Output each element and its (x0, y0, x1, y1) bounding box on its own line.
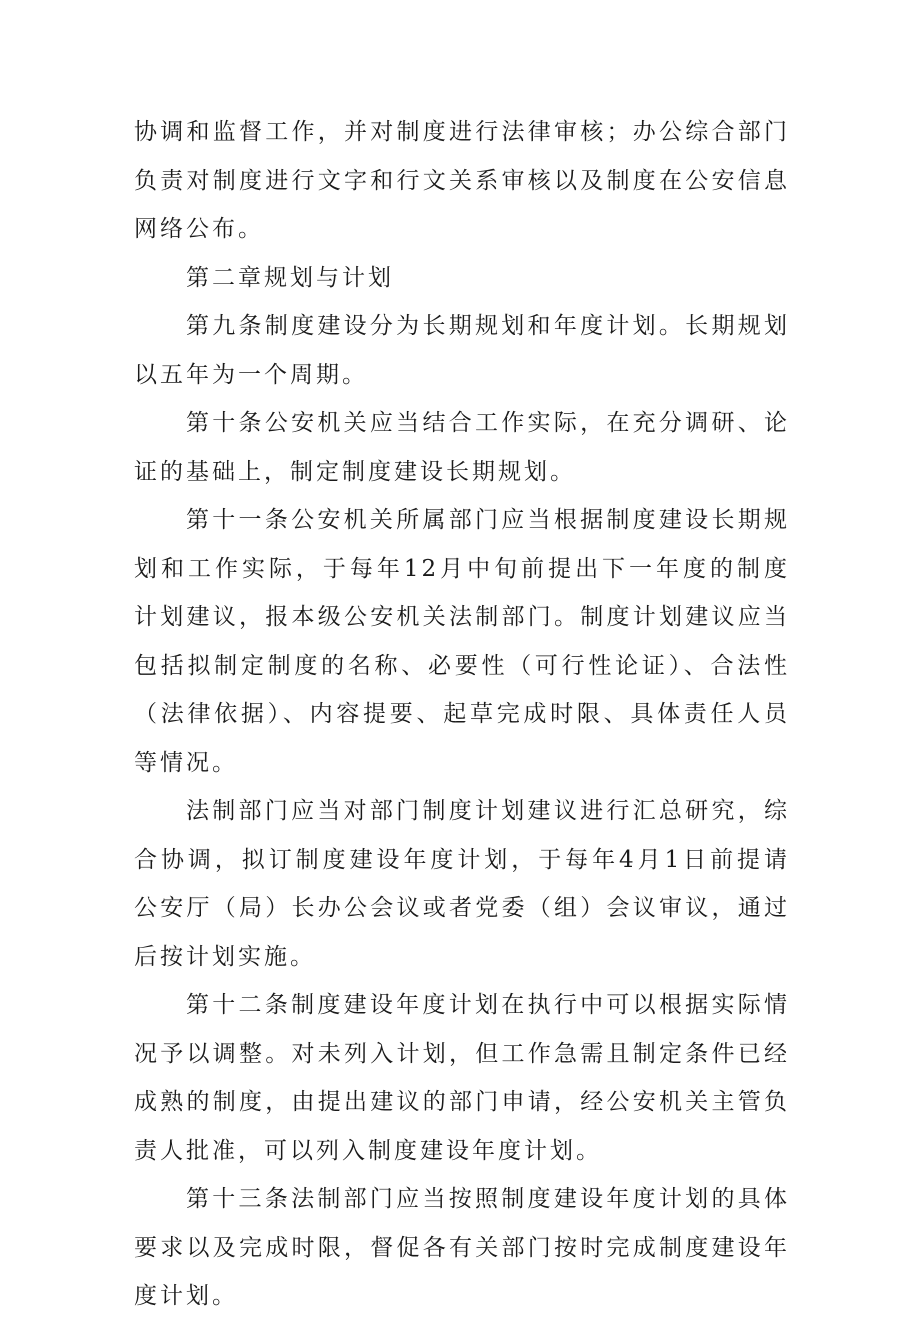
article-9: 第九条制度建设分为长期规划和年度计划。长期规划以五年为一个周期。 (134, 313, 790, 388)
article-13: 第十三条法制部门应当按照制度建设年度计划的具体要求以及完成时限，督促各有关部门按时完成制度建设年度计划。 (134, 1186, 790, 1309)
chapter-heading: 第二章规划与计划 (186, 264, 394, 291)
paragraph-continuation: 协调和监督工作，并对制度进行法律审核；办公综合部门负责对制度进行文字和行文关系审核以及制度在公安信息网络公布。 (134, 119, 790, 242)
article-12: 第十二条制度建设年度计划在执行中可以根据实际情况予以调整。对未列入计划，但工作急需且制定条件已经成熟的制度，由提出建议的部门申请，经公安机关主管负责人批准，可以列入制度建设年度计划。 (134, 992, 790, 1164)
document-body (134, 108, 790, 1321)
article-11-paragraph-2: 法制部门应当对部门制度计划建议进行汇总研究，综合协调，拟订制度建设年度计划，于每年4月1日前提请公安厅（局）长办公会议或者党委（组）会议审议，通过后按计划实施。 (134, 798, 790, 970)
article-10: 第十条公安机关应当结合工作实际，在充分调研、论证的基础上，制定制度建设长期规划。 (134, 410, 790, 485)
article-11: 第十一条公安机关所属部门应当根据制度建设长期规划和工作实际，于每年12月中旬前提出下一年度的制度计划建议，报本级公安机关法制部门。制度计划建议应当包括拟制定制度的名称、必要性（可行性论证）、合法性（法律依据）、内容提要、起草完成时限、具体责任人员等情况。 (134, 507, 790, 776)
